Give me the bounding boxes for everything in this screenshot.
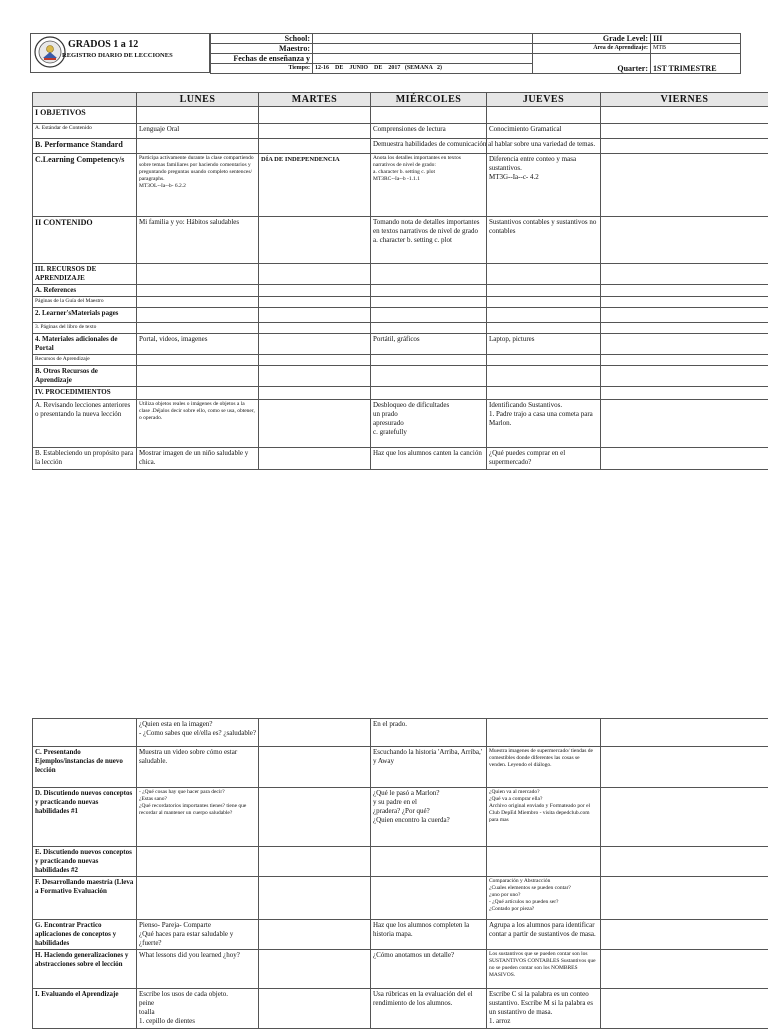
row-label: H. Haciendo generalizaciones y abstracciones sobre el lección [33, 950, 137, 989]
cell-miercoles [371, 877, 487, 920]
table-row [33, 217, 768, 264]
table-row [33, 788, 768, 847]
day-header-row [33, 93, 768, 107]
cell-martes [259, 107, 371, 124]
cell-martes [259, 355, 371, 366]
cell-viernes [601, 308, 768, 323]
cell-lunes: Portal, videos, imagenes [137, 334, 259, 355]
cell-lunes: Muestra un video sobre cómo estar saludable. [137, 747, 259, 788]
header-table [210, 33, 741, 74]
table-row [33, 323, 768, 334]
cell-lunes: ¿Quien esta en la imagen? - ¿Como sabes que el/ella es? ¿saludable? [137, 719, 259, 747]
row-label: E. Discutiendo nuevos conceptos y practicando nuevas habilidades #2 [33, 847, 137, 877]
cell-miercoles: Haz que los alumnos completen la historia mapa. [371, 920, 487, 950]
header-block [30, 33, 740, 73]
day-header-viernes: VIERNES [601, 93, 768, 107]
quarter-value: 1ST TRIMESTRE [651, 54, 741, 74]
cell-martes: DÍA DE INDEPENDENCIA [259, 154, 371, 217]
table-row [33, 400, 768, 448]
table-row [33, 950, 768, 989]
fecha-value: 12-16 DE JUNIO DE 2017 (SEMANA 2) [313, 64, 533, 74]
cell-martes [259, 308, 371, 323]
cell-miercoles [371, 847, 487, 877]
cell-viernes [601, 297, 768, 308]
cell-viernes [601, 323, 768, 334]
table-row [33, 264, 768, 285]
cell-lunes [137, 107, 259, 124]
tiempo-label: Tiempo: [211, 64, 313, 74]
cell-lunes [137, 847, 259, 877]
cell-jueves [487, 355, 601, 366]
cell-miercoles [371, 264, 487, 285]
cell-jueves [487, 308, 601, 323]
cell-lunes [137, 264, 259, 285]
cell-jueves: Muestra imagenes de supermercado/ tiendas de comestibles donde diferentes las cosas se venden. Leyendo el diálogo. [487, 747, 601, 788]
lesson-table-page-2 [32, 718, 768, 1029]
row-label: D. Discutiendo nuevos conceptos y practicando nuevas habilidades #1 [33, 788, 137, 847]
cell-martes [259, 264, 371, 285]
table-row [33, 334, 768, 355]
grade-value: III [651, 34, 741, 44]
cell-viernes [601, 334, 768, 355]
cell-viernes [601, 847, 768, 877]
cell-viernes [601, 719, 768, 747]
cell-jueves [487, 285, 601, 297]
cell-viernes [601, 366, 768, 387]
row-label: A. References [33, 285, 137, 297]
cell-martes [259, 877, 371, 920]
cell-miercoles [371, 323, 487, 334]
cell-viernes [601, 747, 768, 788]
table-row [33, 285, 768, 297]
cell-viernes [601, 920, 768, 950]
table-row [33, 139, 768, 154]
day-header-miercoles: MIÉRCOLES [371, 93, 487, 107]
table-row [33, 920, 768, 950]
cell-viernes [601, 285, 768, 297]
row-label [33, 719, 137, 747]
row-label: II CONTENIDO [33, 217, 137, 264]
table-row [33, 154, 768, 217]
cell-miercoles: En el prado. [371, 719, 487, 747]
cell-martes [259, 400, 371, 448]
table-row [33, 297, 768, 308]
form-subtitle: REGISTRO DIARIO DE LECCIONES [62, 52, 173, 59]
cell-viernes [601, 877, 768, 920]
cell-lunes [137, 323, 259, 334]
cell-jueves: ¿Quien va al mercado? ¿Qué va a comprar ella? Archivo original enviado y Formateado por el Club DepEd Miembro - visita depedclub.com para mas [487, 788, 601, 847]
row-label: G. Encontrar Practico aplicaciones de conceptos y habilidades [33, 920, 137, 950]
row-label: III. RECURSOS DE APRENDIZAJE [33, 264, 137, 285]
cell-martes [259, 139, 371, 154]
cell-martes [259, 950, 371, 989]
cell-jueves [487, 366, 601, 387]
area-value: MTB [651, 44, 741, 54]
cell-lunes: Escribe los usos de cada objeto. peine toalla 1. cepillo de dientes [137, 989, 259, 1029]
cell-martes [259, 719, 371, 747]
row-label: C. Presentando Ejemplos/instancias de nuevo lección [33, 747, 137, 788]
lesson-table-page-1 [32, 92, 768, 470]
cell-miercoles: Demuestra habilidades de comunicación al hablar sobre una variedad de temas. [371, 139, 487, 154]
day-header-lunes: LUNES [137, 93, 259, 107]
table-row [33, 387, 768, 400]
table-row [33, 124, 768, 139]
cell-miercoles [371, 308, 487, 323]
cell-viernes [601, 448, 768, 470]
cell-lunes: Pienso- Pareja- Comparte ¿Qué haces para estar saludable y ¿fuerte? [137, 920, 259, 950]
school-value [313, 34, 533, 44]
cell-viernes [601, 387, 768, 400]
cell-viernes [601, 400, 768, 448]
cell-miercoles: Portátil, gráficos [371, 334, 487, 355]
cell-jueves: Escribe C si la palabra es un conteo sustantivo. Escribe M si la palabra es un sustantivo de masa. 1. arroz [487, 989, 601, 1029]
cell-miercoles [371, 297, 487, 308]
cell-lunes: Participa activamente durante la clase compartiendo sobre temas familiares por haciendo comentarios y preguntando preguntas usando completo sentences/ paragraphs. MT3OL--Ia--b- 6.2.2 [137, 154, 259, 217]
cell-lunes [137, 355, 259, 366]
cell-jueves: ¿Qué puedes comprar en el supermercado? [487, 448, 601, 470]
cell-lunes: Mi familia y yo: Hábitos saludables [137, 217, 259, 264]
cell-miercoles: Escuchando la historia 'Arriba, Arriba,' y Away [371, 747, 487, 788]
cell-miercoles [371, 107, 487, 124]
row-label: 4. Materiales adicionales de Portal [33, 334, 137, 355]
table-row [33, 366, 768, 387]
cell-miercoles: Anota los detalles importantes en textos narrativos de nivel de grado: a. character b. setting c. plot MT3RC--Ia--b -1.1.1 [371, 154, 487, 217]
school-label: School: [211, 34, 313, 44]
row-label: A. Revisando lecciones anteriores o presentando la nueva lección [33, 400, 137, 448]
cell-miercoles: Usa rúbricas en la evaluación del el rendimiento de los alumnos. [371, 989, 487, 1029]
cell-jueves: Agrupa a los alumnos para identificar contar a partir de sustantivos de masa. [487, 920, 601, 950]
cell-martes [259, 323, 371, 334]
cell-jueves: Diferencia entre conteo y masa sustantivos. MT3G--Ia--c- 4.2 [487, 154, 601, 217]
cell-martes [259, 366, 371, 387]
cell-jueves [487, 297, 601, 308]
cell-jueves: Los sustantivos que se pueden contar son los SUSTANTIVOS CONTABLES Sustantivos que no se pueden contar son los NOMBRES MASIVOS. [487, 950, 601, 989]
cell-miercoles: ¿Qué le pasó a Marlon? y su padre en el ¿pradera? ¿Por qué? ¿Quien encontro la cuerda? [371, 788, 487, 847]
row-label: I. Evaluando el Aprendizaje [33, 989, 137, 1029]
cell-lunes [137, 308, 259, 323]
table-row [33, 308, 768, 323]
cell-jueves: Comparación y Abstracción ¿Cuales elementos se pueden contar? ¿uno por uno? - ¿Qué artículos no pueden ser? ¿Contado por pieza? [487, 877, 601, 920]
cell-viernes [601, 124, 768, 139]
row-label: B. Otros Recursos de Aprendizaje [33, 366, 137, 387]
table-row [33, 107, 768, 124]
logo-area [30, 33, 210, 73]
cell-jueves: Laptop, pictures [487, 334, 601, 355]
form-title: GRADOS 1 a 12 [68, 39, 138, 50]
cell-lunes [137, 297, 259, 308]
table-row [33, 747, 768, 788]
row-label: Recursos de Aprendizaje [33, 355, 137, 366]
cell-martes [259, 989, 371, 1029]
cell-miercoles: ¿Cómo anotamos un detalle? [371, 950, 487, 989]
cell-martes [259, 847, 371, 877]
cell-jueves [487, 107, 601, 124]
row-label: C.Learning Competency/s [33, 154, 137, 217]
cell-miercoles: Comprensiones de lectura [371, 124, 487, 139]
table-row [33, 989, 768, 1029]
row-label: IV. PROCEDIMIENTOS [33, 387, 137, 400]
cell-jueves: Identificando Sustantivos. 1. Padre trajo a casa una cometa para Marlon. [487, 400, 601, 448]
row-label: B. Estableciendo un propósito para la lección [33, 448, 137, 470]
cell-jueves [487, 323, 601, 334]
cell-lunes [137, 285, 259, 297]
cell-jueves [487, 719, 601, 747]
cell-martes [259, 448, 371, 470]
cell-miercoles [371, 285, 487, 297]
fechas-spacer [313, 54, 533, 64]
cell-lunes: Lenguaje Oral [137, 124, 259, 139]
cell-martes [259, 334, 371, 355]
grade-label: Grade Level: [533, 34, 651, 44]
cell-viernes [601, 788, 768, 847]
cell-martes [259, 124, 371, 139]
cell-martes [259, 920, 371, 950]
cell-miercoles [371, 387, 487, 400]
cell-viernes [601, 950, 768, 989]
cell-martes [259, 217, 371, 264]
maestro-value [313, 44, 533, 54]
row-label: 2. Learner'sMaterials pages [33, 308, 137, 323]
row-label: B. Performance Standard [33, 139, 137, 154]
table-row [33, 355, 768, 366]
cell-jueves [487, 264, 601, 285]
cell-martes [259, 747, 371, 788]
maestro-label: Maestro: [211, 44, 313, 54]
row-label: F. Desarrollando maestría (Lleva a Formativo Evaluación [33, 877, 137, 920]
cell-miercoles: Desbloqueo de dificultades un prado apresurado c. gratefully [371, 400, 487, 448]
cell-lunes: What lessons did you learned ¿hoy? [137, 950, 259, 989]
fechas-label: Fechas de enseñanza y [211, 54, 313, 64]
cell-viernes [601, 107, 768, 124]
cell-martes [259, 788, 371, 847]
row-label: I OBJETIVOS [33, 107, 137, 124]
cell-lunes [137, 366, 259, 387]
day-header-martes: MARTES [259, 93, 371, 107]
cell-jueves: Sustantivos contables y sustantivos no contables [487, 217, 601, 264]
cell-jueves: Conocimiento Gramatical [487, 124, 601, 139]
cell-miercoles [371, 366, 487, 387]
area-label: Área de Aprendizaje: [533, 44, 651, 54]
day-header-jueves: JUEVES [487, 93, 601, 107]
cell-martes [259, 285, 371, 297]
row-label: Páginas de la Guía del Maestro [33, 297, 137, 308]
row-label: A. Estándar de Contenido [33, 124, 137, 139]
cell-miercoles: Tomando nota de detalles importantes en textos narrativos de nivel de grado a. character b. setting c. plot [371, 217, 487, 264]
table-row [33, 847, 768, 877]
table-row [33, 448, 768, 470]
quarter-label: Quarter: [533, 54, 651, 74]
table-row [33, 877, 768, 920]
row-label: 3. Páginas del libro de texto [33, 323, 137, 334]
day-header-blank [33, 93, 137, 107]
cell-miercoles [371, 355, 487, 366]
cell-lunes [137, 877, 259, 920]
cell-lunes: Utiliza objetos reales o imágenes de objetos a la clase .Déjalos decir sobre ello, como se usa, obtener, o operado. [137, 400, 259, 448]
cell-viernes [601, 139, 768, 154]
cell-viernes [601, 154, 768, 217]
cell-lunes: - ¿Qué cosas hay que hacer para decir? ¿Estas sano? ¿Qué recordatorios importantes tienes? tiene que recordar al mantener un cuerpo saludable? [137, 788, 259, 847]
cell-viernes [601, 355, 768, 366]
cell-viernes [601, 217, 768, 264]
cell-lunes [137, 387, 259, 400]
cell-lunes: Mostrar imagen de un niño saludable y chica. [137, 448, 259, 470]
cell-martes [259, 297, 371, 308]
cell-jueves [487, 387, 601, 400]
cell-viernes [601, 989, 768, 1029]
cell-viernes [601, 264, 768, 285]
cell-lunes [137, 139, 259, 154]
cell-miercoles: Haz que los alumnos canten la canción [371, 448, 487, 470]
cell-jueves [487, 847, 601, 877]
table-row [33, 719, 768, 747]
cell-martes [259, 387, 371, 400]
